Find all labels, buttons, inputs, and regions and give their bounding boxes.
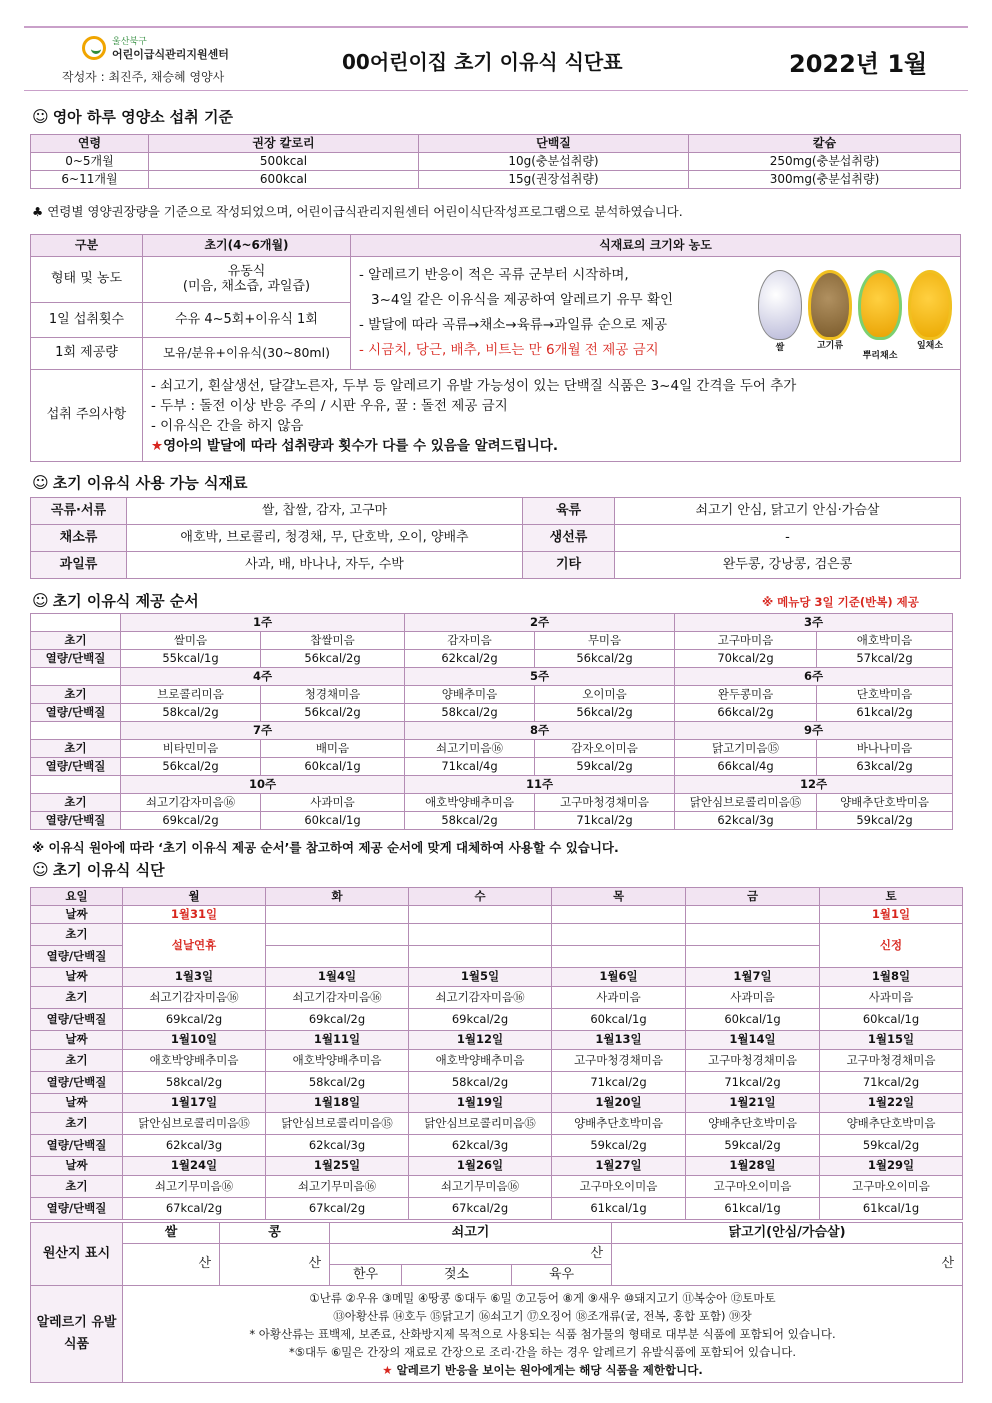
row-label-menu: 초기 (31, 632, 121, 650)
row-label-kcal: 열량/단백질 (31, 704, 121, 722)
menu-label: 초기 (31, 1176, 123, 1198)
order-kcal-cell: 58kcal/2g (405, 704, 535, 722)
size-bullet: - 발달에 따라 곡류→채소→육류→과일류 순으로 제공 (359, 317, 668, 333)
order-table (30, 613, 953, 830)
author: 작성자 : 최진주, 채승혜 영양사 (62, 70, 225, 84)
kcal-cell: 71kcal/2g (552, 1072, 686, 1094)
meat-spoon-icon: 고기류 (808, 270, 852, 340)
form-value: 유동식 (227, 263, 266, 279)
origin-label: 원산지 표시 (31, 1223, 123, 1286)
date-label: 날짜 (31, 1031, 123, 1050)
kcal-label: 열량/단백질 (31, 946, 123, 968)
date-cell: 1월24일 (123, 1157, 266, 1176)
kcal-label: 열량/단백질 (31, 1009, 123, 1031)
kcal-cell: 62kcal/3g (409, 1135, 552, 1157)
row-label-kcal: 열량/단백질 (31, 812, 121, 830)
menu-cell: 쇠고기무미음⑯ (266, 1176, 409, 1198)
date-cell: 1월10일 (123, 1031, 266, 1050)
order-kcal-cell: 56kcal/2g (261, 650, 405, 668)
kcal-cell: 69kcal/2g (266, 1009, 409, 1031)
order-kcal-cell: 58kcal/2g (405, 812, 535, 830)
order-menu-cell: 쇠고기미음⑯ (405, 740, 535, 758)
kcal-cell: 59kcal/2g (552, 1135, 686, 1157)
kcal-cell: 69kcal/2g (123, 1009, 266, 1031)
empty-cell (686, 946, 820, 968)
date-cell: 1월26일 (409, 1157, 552, 1176)
order-kcal-cell: 66kcal/2g (675, 704, 817, 722)
menu-cell: 쇠고기무미음⑯ (123, 1176, 266, 1198)
beef-type: 한우 (330, 1265, 402, 1286)
kcal-label: 열량/단백질 (31, 1135, 123, 1157)
week-header: 5주 (405, 668, 675, 686)
smile-icon: ☺ (32, 107, 49, 126)
menu-cell: 닭안심브로콜리미음⑮ (409, 1113, 552, 1135)
empty-cell (266, 924, 409, 946)
week-header: 4주 (121, 668, 405, 686)
order-menu-cell: 브로콜리미음 (121, 686, 261, 704)
col-header: 식재료의 크기와 농도 (351, 235, 961, 257)
ingredient-category: 기타 (523, 552, 615, 579)
week-header: 12주 (675, 776, 953, 794)
page-date: 2022년 1월 (789, 50, 928, 78)
root-veg-spoon-icon: 뿌리채소 (858, 270, 902, 340)
date-cell (686, 906, 820, 924)
origin-rice: 쌀 (123, 1223, 220, 1244)
kcal-cell: 69kcal/2g (409, 1009, 552, 1031)
week-header: 1주 (121, 614, 405, 632)
menu-label: 초기 (31, 1113, 123, 1135)
date-cell (409, 906, 552, 924)
menu-label: 초기 (31, 1050, 123, 1072)
kcal-cell: 61kcal/1g (552, 1198, 686, 1220)
order-menu-cell: 닭고기미음⑮ (675, 740, 817, 758)
menu-cell: 양배추단호박미음 (820, 1113, 963, 1135)
allergy-label: 알레르기 유발식품 (31, 1286, 123, 1383)
menu-cell: 닭안심브로콜리미음⑮ (266, 1113, 409, 1135)
menu-cell: 양배추단호박미음 (686, 1113, 820, 1135)
date-cell: 1월6일 (552, 968, 686, 987)
order-kcal-cell: 70kcal/2g (675, 650, 817, 668)
page-header (24, 28, 968, 90)
origin-chicken: 닭고기(안심/가슴살) (612, 1223, 963, 1244)
page-title: 00어린이집 초기 이유식 식단표 (342, 50, 623, 74)
order-kcal-cell: 71kcal/2g (535, 812, 675, 830)
date-cell: 1월27일 (552, 1157, 686, 1176)
smile-icon: ☺ (32, 473, 49, 492)
menu-label: 초기 (31, 924, 123, 946)
serving-value: 모유/분유+이유식(30~80ml) (143, 337, 351, 369)
order-menu-cell: 청경채미음 (261, 686, 405, 704)
kcal-label: 열량/단백질 (31, 1072, 123, 1094)
origin-chicken-value: 산 (612, 1244, 963, 1286)
size-bullet: - 알레르기 반응이 적은 곡류 군부터 시작하며, (359, 267, 629, 283)
menu-cell: 쇠고기감자미음⑯ (123, 987, 266, 1009)
ingredient-list: 애호박, 브로콜리, 청경채, 무, 단호박, 오이, 양배추 (127, 525, 523, 552)
ingredient-list: 쇠고기 안심, 닭고기 안심·가슴살 (615, 498, 961, 525)
center-logo (82, 34, 302, 68)
origin-rice-value: 산 (123, 1244, 220, 1286)
kcal-cell: 71kcal/2g (820, 1072, 963, 1094)
day-header: 월 (123, 888, 266, 906)
row-label-menu: 초기 (31, 740, 121, 758)
week-header: 6주 (675, 668, 953, 686)
menu-cell: 사과미음 (820, 987, 963, 1009)
origin-bean: 콩 (220, 1223, 330, 1244)
table-cell: 500kcal (149, 153, 419, 171)
order-menu-cell: 찹쌀미음 (261, 632, 405, 650)
menu-table (30, 887, 963, 1220)
order-kcal-cell: 56kcal/2g (121, 758, 261, 776)
date-cell: 1월22일 (820, 1094, 963, 1113)
order-kcal-cell: 56kcal/2g (535, 704, 675, 722)
empty-cell (409, 924, 552, 946)
week-corner (31, 614, 121, 632)
menu-cell: 애호박양배추미음 (409, 1050, 552, 1072)
allergy-note: *⑤대두 ⑥밀은 간장의 재료로 간장으로 조리·간을 하는 경우 알레르기 유발식품에 포함되어 있습니다. (288, 1345, 797, 1359)
kcal-cell: 59kcal/2g (686, 1135, 820, 1157)
ingredient-category: 곡류·서류 (31, 498, 127, 525)
order-kcal-cell: 56kcal/2g (261, 704, 405, 722)
menu-cell: 고구마청경채미음 (820, 1050, 963, 1072)
row-label-caution: 섭취 주의사항 (31, 370, 143, 462)
order-kcal-cell: 62kcal/2g (405, 650, 535, 668)
kcal-cell: 67kcal/2g (123, 1198, 266, 1220)
ingredient-category: 채소류 (31, 525, 127, 552)
smile-icon: ☺ (32, 591, 49, 610)
allergy-warning: 알레르기 반응을 보이는 원아에게는 해당 식품을 제한합니다. (396, 1363, 703, 1377)
kcal-cell: 58kcal/2g (409, 1072, 552, 1094)
day-header: 목 (552, 888, 686, 906)
order-footnote: ※ 이유식 원아에 따라 ‘초기 이유식 제공 순서’를 참고하여 제공 순서에 맞게 대체하여 사용할 수 있습니다. (32, 840, 619, 855)
kcal-cell: 60kcal/1g (552, 1009, 686, 1031)
date-cell: 1월29일 (820, 1157, 963, 1176)
order-kcal-cell: 57kcal/2g (817, 650, 953, 668)
col-header: 구분 (31, 235, 143, 257)
table-cell: 0~5개월 (31, 153, 149, 171)
empty-cell (686, 924, 820, 946)
order-kcal-cell: 56kcal/2g (535, 650, 675, 668)
kcal-cell: 67kcal/2g (409, 1198, 552, 1220)
order-kcal-cell: 55kcal/1g (121, 650, 261, 668)
size-bullet-warning: - 시금치, 당근, 배추, 비트는 만 6개월 전 제공 금지 (359, 342, 659, 358)
date-cell: 1월11일 (266, 1031, 409, 1050)
date-cell: 1월14일 (686, 1031, 820, 1050)
date-label: 날짜 (31, 1094, 123, 1113)
col-header: 연령 (31, 135, 149, 153)
day-header: 수 (409, 888, 552, 906)
date-label: 날짜 (31, 968, 123, 987)
row-label-menu: 초기 (31, 686, 121, 704)
section-title-order: ☺ 초기 이유식 제공 순서 (32, 591, 199, 610)
size-bullet: 3~4일 같은 이유식을 제공하여 알레르기 유무 확인 (371, 292, 674, 308)
ingredient-list: 쌀, 찹쌀, 감자, 고구마 (127, 498, 523, 525)
order-menu-cell: 단호박미음 (817, 686, 953, 704)
week-corner (31, 722, 121, 740)
table-cell: 15g(권장섭취량) (419, 171, 689, 189)
menu-cell: 사과미음 (552, 987, 686, 1009)
kcal-cell: 60kcal/1g (820, 1009, 963, 1031)
ingredient-category: 육류 (523, 498, 615, 525)
row-label-kcal: 열량/단백질 (31, 650, 121, 668)
date-cell: 1월15일 (820, 1031, 963, 1050)
rice-spoon-icon: 쌀 (758, 270, 802, 340)
order-kcal-cell: 71kcal/4g (405, 758, 535, 776)
empty-cell (266, 946, 409, 968)
date-label: 날짜 (31, 906, 123, 924)
allergy-note: * 아황산류는 표백제, 보존료, 산화방지제 목적으로 사용되는 식품 첨가물의 형태로 대부분 식품에 포함되어 있습니다. (249, 1327, 836, 1341)
week-header: 11주 (405, 776, 675, 794)
date-cell: 1월19일 (409, 1094, 552, 1113)
week-corner (31, 668, 121, 686)
holiday-newyear: 신정 (820, 924, 963, 968)
date-cell: 1월25일 (266, 1157, 409, 1176)
section-title-nutrition: ☺ 영아 하루 영양소 섭취 기준 (32, 107, 233, 126)
order-menu-cell: 애호박미음 (817, 632, 953, 650)
date-cell: 1월4일 (266, 968, 409, 987)
club-icon: ♣ (32, 204, 48, 219)
smile-logo-icon (82, 36, 106, 60)
date-cell: 1월13일 (552, 1031, 686, 1050)
menu-cell: 쇠고기감자미음⑯ (266, 987, 409, 1009)
order-kcal-cell: 66kcal/4g (675, 758, 817, 776)
nutrition-note: ♣ 연령별 영양권장량을 기준으로 작성되었으며, 어린이급식관리지원센터 어린이식단작성프로그램으로 분석하였습니다. (32, 204, 683, 219)
week-header: 2주 (405, 614, 675, 632)
row-label-kcal: 열량/단백질 (31, 758, 121, 776)
order-kcal-cell: 59kcal/2g (817, 812, 953, 830)
daily-value: 수유 4~5회+이유식 1회 (143, 303, 351, 337)
date-cell: 1월21일 (686, 1094, 820, 1113)
leaf-veg-spoon-icon: 잎채소 (908, 270, 952, 340)
order-menu-cell: 바나나미음 (817, 740, 953, 758)
table-cell: 6~11개월 (31, 171, 149, 189)
star-icon: ★ (151, 437, 164, 454)
caution-item: - 두부 : 돌전 이상 반응 주의 / 시판 우유, 꿀 : 돌전 제공 금지 (151, 397, 508, 414)
caution-item: - 쇠고기, 흰살생선, 달걀노른자, 두부 등 알레르기 유발 가능성이 있는 단백질 식품은 3~4일 간격을 두어 추가 (151, 377, 797, 394)
kcal-cell: 61kcal/1g (820, 1198, 963, 1220)
menu-cell: 애호박양배추미음 (123, 1050, 266, 1072)
menu-cell: 고구마오이미음 (820, 1176, 963, 1198)
order-menu-cell: 쌀미음 (121, 632, 261, 650)
order-kcal-cell: 59kcal/2g (535, 758, 675, 776)
date-cell: 1월12일 (409, 1031, 552, 1050)
day-header: 화 (266, 888, 409, 906)
row-label-daily: 1일 섭취횟수 (31, 303, 143, 337)
star-icon: ★ (382, 1363, 397, 1377)
menu-cell: 고구마오이미음 (552, 1176, 686, 1198)
order-menu-cell: 완두콩미음 (675, 686, 817, 704)
kcal-cell: 71kcal/2g (686, 1072, 820, 1094)
date-cell: 1월5일 (409, 968, 552, 987)
kcal-cell: 62kcal/3g (266, 1135, 409, 1157)
origin-table (30, 1222, 963, 1383)
logo-line2: 어린이급식관리지원센터 (112, 48, 229, 61)
order-menu-cell: 감자미음 (405, 632, 535, 650)
date-cell: 1월3일 (123, 968, 266, 987)
order-kcal-cell: 62kcal/3g (675, 812, 817, 830)
holiday-seollal: 설날연휴 (123, 924, 266, 968)
header-rule (24, 90, 968, 91)
menu-label: 초기 (31, 987, 123, 1009)
date-label: 날짜 (31, 1157, 123, 1176)
kcal-cell: 61kcal/1g (686, 1198, 820, 1220)
menu-cell: 고구마청경채미음 (552, 1050, 686, 1072)
menu-cell: 고구마청경채미음 (686, 1050, 820, 1072)
day-header: 토 (820, 888, 963, 906)
order-menu-cell: 사과미음 (261, 794, 405, 812)
texture-spoons (758, 270, 956, 361)
kcal-cell: 58kcal/2g (123, 1072, 266, 1094)
beef-type: 육우 (512, 1265, 612, 1286)
order-menu-cell: 양배추단호박미음 (817, 794, 953, 812)
ingredient-list: 완두콩, 강낭콩, 검은콩 (615, 552, 961, 579)
ingredient-category: 생선류 (523, 525, 615, 552)
week-header: 7주 (121, 722, 405, 740)
menu-cell: 고구마오이미음 (686, 1176, 820, 1198)
day-header: 금 (686, 888, 820, 906)
origin-beef: 쇠고기 (330, 1223, 612, 1244)
caution-item: - 이유식은 간을 하지 않음 (151, 417, 304, 434)
menu-cell: 애호박양배추미음 (266, 1050, 409, 1072)
week-header: 10주 (121, 776, 405, 794)
logo-line1: 울산북구 (112, 37, 147, 47)
order-kcal-cell: 58kcal/2g (121, 704, 261, 722)
kcal-cell: 58kcal/2g (266, 1072, 409, 1094)
table-cell: 600kcal (149, 171, 419, 189)
caution-item: 영아의 발달에 따라 섭취량과 횟수가 다를 수 있음을 알려드립니다. (163, 437, 558, 454)
week-corner (31, 776, 121, 794)
week-header: 3주 (675, 614, 953, 632)
form-detail: (미음, 채소즙, 과일즙) (182, 278, 311, 294)
row-label-menu: 초기 (31, 794, 121, 812)
kcal-cell: 60kcal/1g (686, 1009, 820, 1031)
order-menu-cell: 비타민미음 (121, 740, 261, 758)
section-title-menu: ☺ 초기 이유식 식단 (32, 860, 165, 879)
ingredient-table (30, 497, 961, 579)
beef-type: 젖소 (402, 1265, 512, 1286)
date-cell: 1월20일 (552, 1094, 686, 1113)
table-cell: 250mg(충분섭취량) (689, 153, 961, 171)
section-title-ingredients: ☺ 초기 이유식 사용 가능 식재료 (32, 473, 248, 492)
col-header: 권장 칼로리 (149, 135, 419, 153)
kcal-cell: 59kcal/2g (820, 1135, 963, 1157)
days-label: 요일 (31, 888, 123, 906)
empty-cell (552, 946, 686, 968)
order-menu-cell: 쇠고기감자미음⑯ (121, 794, 261, 812)
allergy-list: ①난류 ②우유 ③메밀 ④땅콩 ⑤대두 ⑥밀 ⑦고등어 ⑧게 ⑨새우 ⑩돼지고기 ⑪복숭아 ⑫토마토 (309, 1291, 776, 1305)
menu-cell: 쇠고기감자미음⑯ (409, 987, 552, 1009)
order-kcal-cell: 61kcal/2g (817, 704, 953, 722)
date-cell: 1월28일 (686, 1157, 820, 1176)
order-menu-cell: 오이미음 (535, 686, 675, 704)
col-header: 단백질 (419, 135, 689, 153)
nutrition-table (30, 134, 961, 189)
row-label-form: 형태 및 농도 (31, 257, 143, 303)
order-menu-cell: 애호박양배추미음 (405, 794, 535, 812)
order-menu-cell: 무미음 (535, 632, 675, 650)
origin-beef-value: 산 (330, 1244, 612, 1265)
order-menu-cell: 양배추미음 (405, 686, 535, 704)
menu-cell: 양배추단호박미음 (552, 1113, 686, 1135)
ingredient-list: 사과, 배, 바나나, 자두, 수박 (127, 552, 523, 579)
date-cell: 1월8일 (820, 968, 963, 987)
empty-cell (552, 924, 686, 946)
row-label-serving: 1회 제공량 (31, 337, 143, 369)
origin-bean-value: 산 (220, 1244, 330, 1286)
date-cell: 1월7일 (686, 968, 820, 987)
order-kcal-cell: 63kcal/2g (817, 758, 953, 776)
ingredient-category: 과일류 (31, 552, 127, 579)
col-header: 칼슘 (689, 135, 961, 153)
date-cell: 1월17일 (123, 1094, 266, 1113)
week-header: 9주 (675, 722, 953, 740)
kcal-label: 열량/단백질 (31, 1198, 123, 1220)
order-note: ※ 메뉴당 3일 기준(반복) 제공 (762, 595, 919, 609)
menu-cell: 닭안심브로콜리미음⑮ (123, 1113, 266, 1135)
order-kcal-cell: 69kcal/2g (121, 812, 261, 830)
empty-cell (409, 946, 552, 968)
order-menu-cell: 배미음 (261, 740, 405, 758)
col-header: 초기(4~6개월) (143, 235, 351, 257)
date-cell: 1월1일 (820, 906, 963, 924)
smile-icon: ☺ (32, 860, 49, 879)
allergy-list: ⑬아황산류 ⑭호두 ⑮닭고기 ⑯쇠고기 ⑰오징어 ⑱조개류(굴, 전복, 홍합 포함) ⑲잣 (333, 1309, 752, 1323)
menu-cell: 사과미음 (686, 987, 820, 1009)
ingredient-list: - (615, 525, 961, 552)
order-menu-cell: 고구마미음 (675, 632, 817, 650)
date-cell (266, 906, 409, 924)
menu-cell: 쇠고기무미음⑯ (409, 1176, 552, 1198)
order-kcal-cell: 60kcal/1g (261, 758, 405, 776)
order-menu-cell: 닭안심브로콜리미음⑮ (675, 794, 817, 812)
table-cell: 10g(충분섭취량) (419, 153, 689, 171)
date-cell (552, 906, 686, 924)
date-cell: 1월18일 (266, 1094, 409, 1113)
kcal-cell: 62kcal/3g (123, 1135, 266, 1157)
date-cell: 1월31일 (123, 906, 266, 924)
order-menu-cell: 감자오이미음 (535, 740, 675, 758)
week-header: 8주 (405, 722, 675, 740)
order-menu-cell: 고구마청경채미음 (535, 794, 675, 812)
table-cell: 300mg(충분섭취량) (689, 171, 961, 189)
kcal-cell: 67kcal/2g (266, 1198, 409, 1220)
order-kcal-cell: 60kcal/1g (261, 812, 405, 830)
